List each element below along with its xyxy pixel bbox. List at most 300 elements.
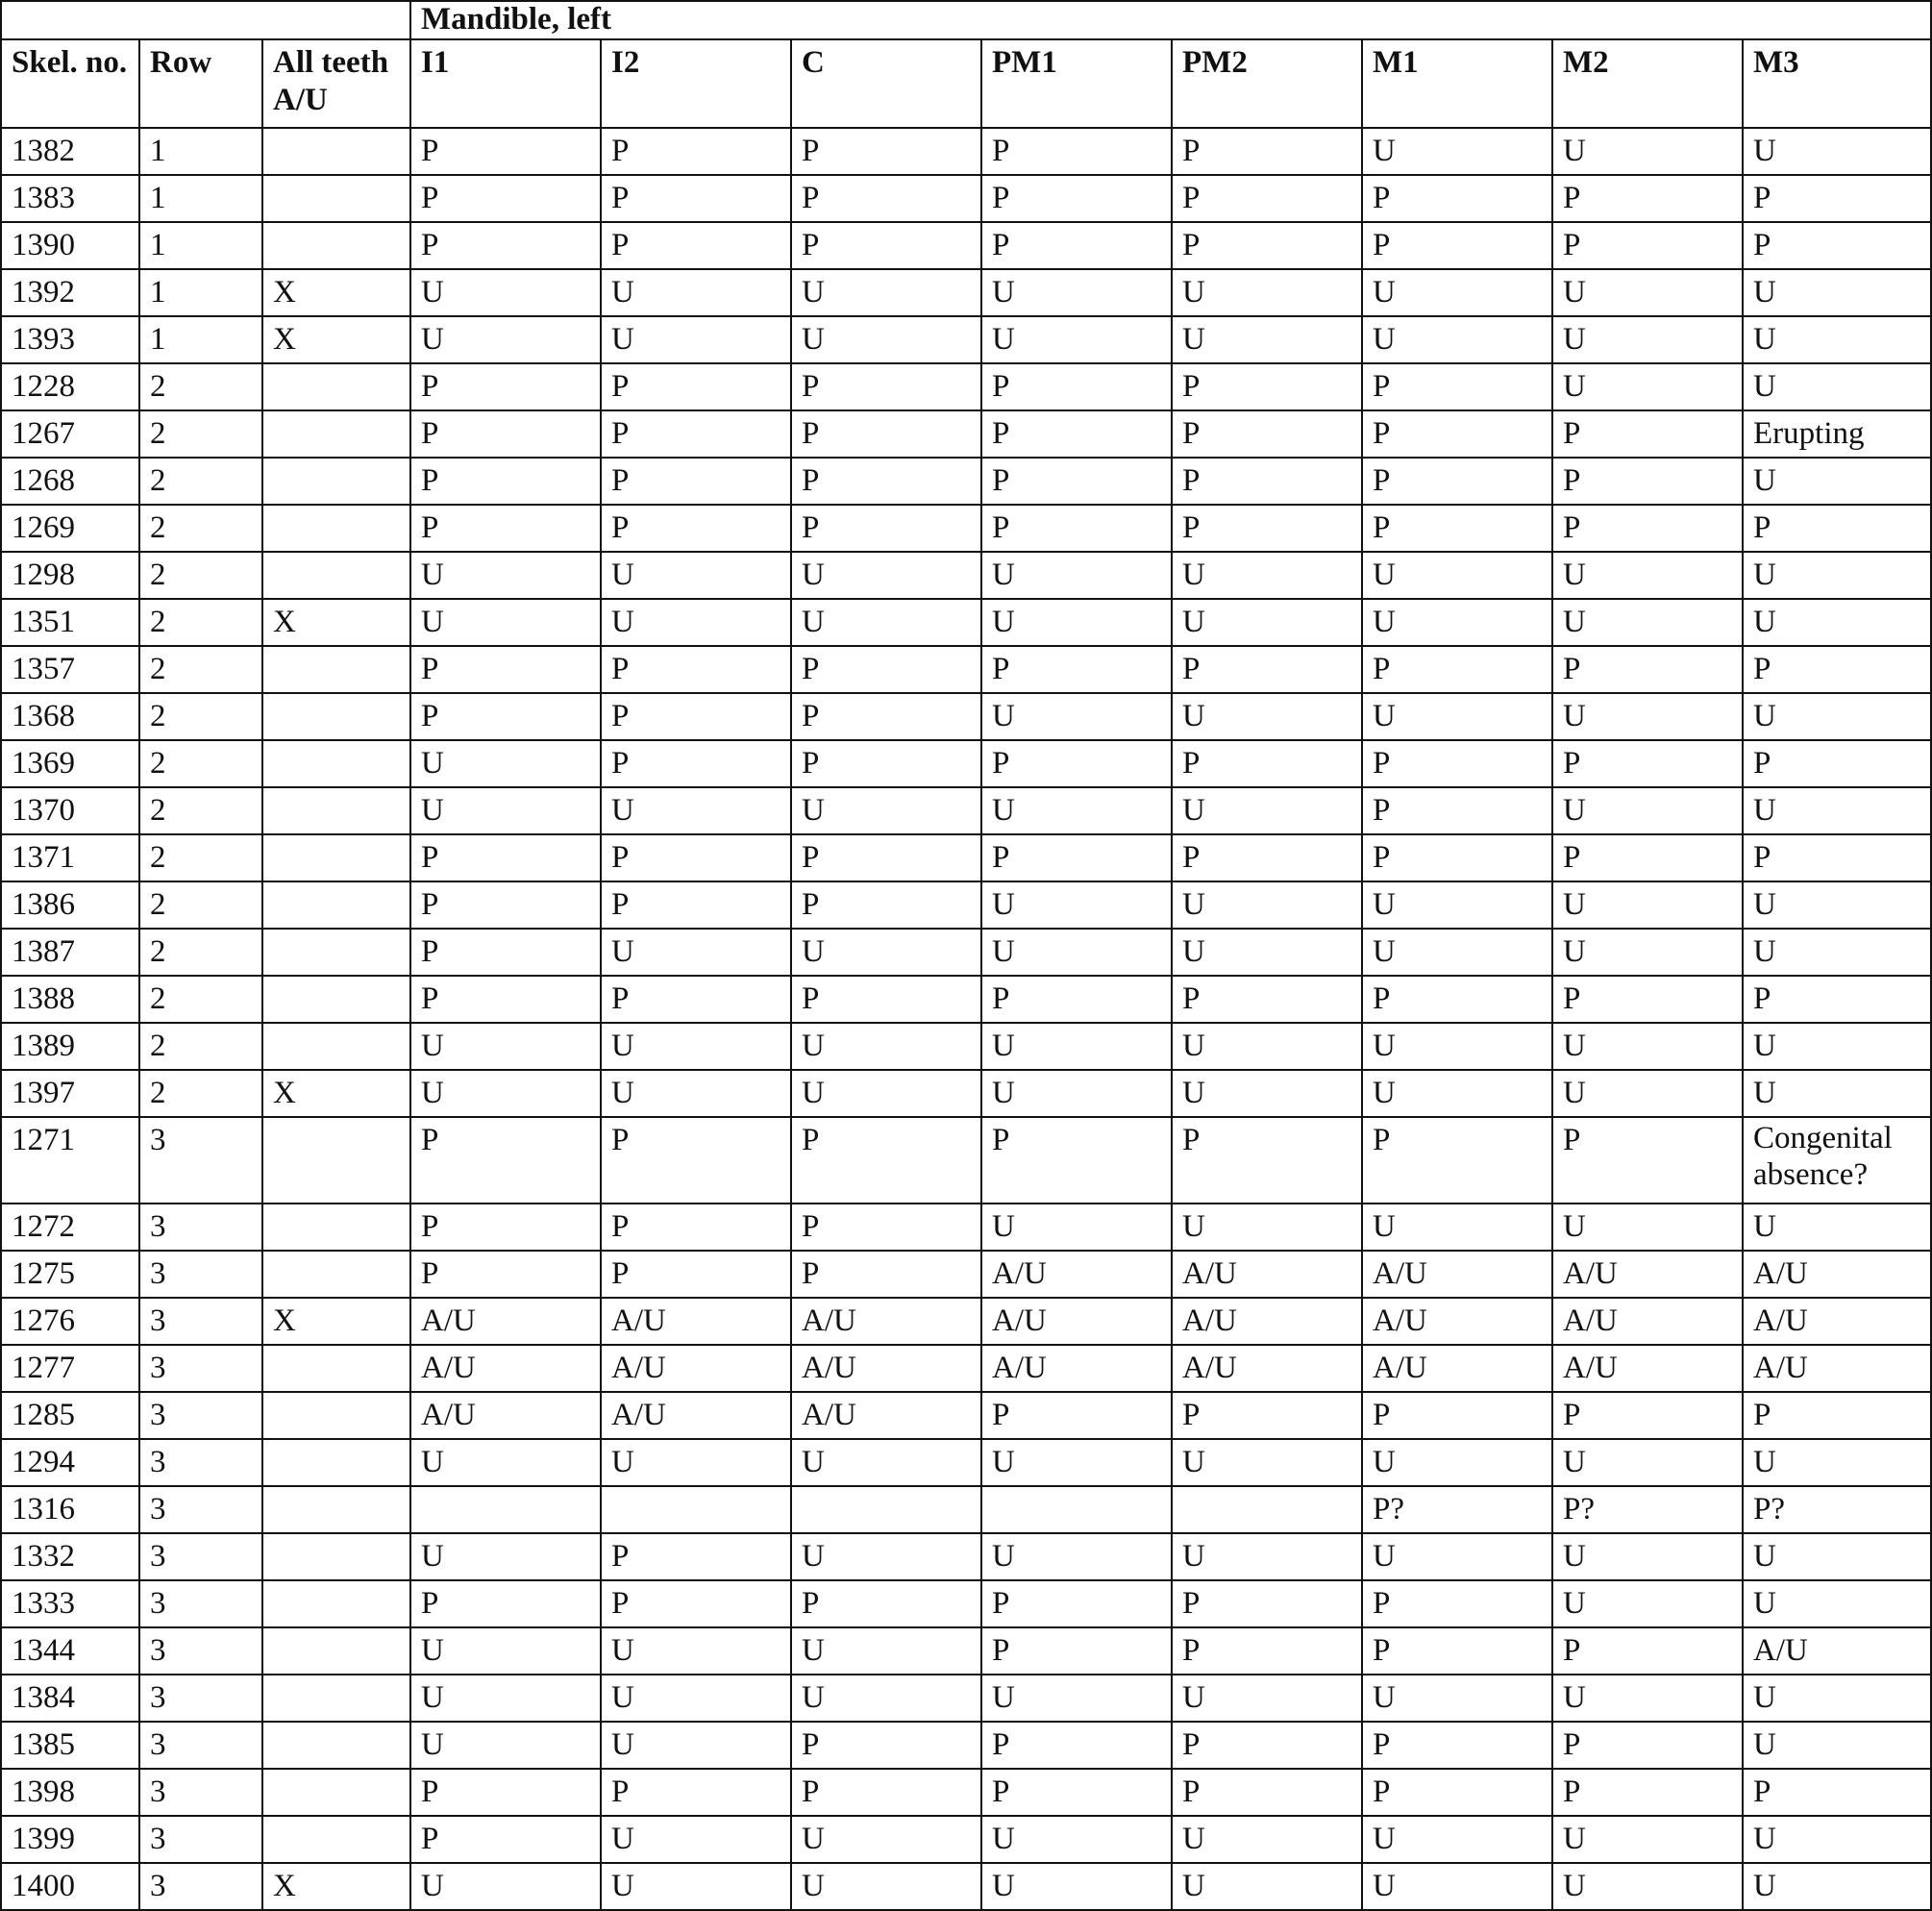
table-cell: [410, 1486, 601, 1533]
table-cell: 3: [139, 1392, 262, 1439]
table-cell: 2: [139, 552, 262, 599]
table-row: [1, 1298, 1931, 1345]
table-cell: P: [1172, 740, 1362, 787]
table-cell: 2: [139, 505, 262, 552]
table-cell: U: [981, 1863, 1172, 1910]
group-header-cell: Mandible, left: [410, 1, 1931, 39]
table-cell: U: [981, 1816, 1172, 1863]
table-cell: U: [601, 552, 791, 599]
table-cell: [262, 1627, 410, 1675]
table-cell: A/U: [601, 1392, 791, 1439]
table-cell: 1393: [1, 316, 139, 363]
table-cell: U: [981, 787, 1172, 834]
table-cell: 1267: [1, 410, 139, 458]
table-row: [1, 1070, 1931, 1117]
table-cell: P: [1362, 1580, 1552, 1627]
table-cell: P: [1743, 175, 1931, 222]
table-cell: U: [601, 1627, 791, 1675]
table-cell: P: [601, 1533, 791, 1580]
table-cell: 1275: [1, 1251, 139, 1298]
table-cell: A/U: [791, 1345, 981, 1392]
table-row: [1, 410, 1931, 458]
table-cell: 1351: [1, 599, 139, 646]
table-cell: [262, 505, 410, 552]
table-cell: U: [791, 787, 981, 834]
table-cell: [262, 1439, 410, 1486]
table-cell: U: [981, 1675, 1172, 1722]
table-cell: 3: [139, 1816, 262, 1863]
blank-header-cell: [1, 1, 410, 39]
table-cell: X: [262, 599, 410, 646]
table-cell: [262, 1533, 410, 1580]
table-cell: 1386: [1, 881, 139, 929]
table-cell: [262, 1251, 410, 1298]
table-cell: Congenital absence?: [1743, 1117, 1931, 1204]
table-cell: A/U: [791, 1392, 981, 1439]
table-cell: 2: [139, 834, 262, 881]
table-cell: 2: [139, 599, 262, 646]
table-cell: 2: [139, 740, 262, 787]
table-cell: P: [1362, 834, 1552, 881]
table-cell: U: [1362, 128, 1552, 175]
table-cell: U: [601, 787, 791, 834]
table-cell: P: [981, 1392, 1172, 1439]
table-cell: Erupting: [1743, 410, 1931, 458]
table-cell: U: [1743, 1816, 1931, 1863]
table-cell: U: [1743, 1533, 1931, 1580]
table-cell: P: [601, 834, 791, 881]
table-cell: U: [1362, 552, 1552, 599]
table-cell: P: [1552, 505, 1743, 552]
table-cell: U: [601, 1070, 791, 1117]
column-header: All teeth A/U: [262, 39, 410, 128]
table-cell: P: [981, 175, 1172, 222]
table-cell: 3: [139, 1769, 262, 1816]
table-cell: P: [1172, 1627, 1362, 1675]
table-cell: U: [1362, 269, 1552, 316]
table-cell: P: [791, 1769, 981, 1816]
table-cell: U: [1362, 1675, 1552, 1722]
table-cell: P: [791, 881, 981, 929]
table-cell: U: [601, 1675, 791, 1722]
table-cell: U: [1362, 881, 1552, 929]
table-cell: A/U: [1743, 1627, 1931, 1675]
table-cell: U: [1743, 929, 1931, 976]
table-cell: P: [1172, 1769, 1362, 1816]
table-cell: P: [1172, 1722, 1362, 1769]
table-cell: [262, 458, 410, 505]
table-cell: P: [410, 175, 601, 222]
table-cell: P: [1362, 222, 1552, 269]
column-header: Row: [139, 39, 262, 128]
table-cell: U: [1552, 1023, 1743, 1070]
table-cell: [262, 1675, 410, 1722]
table-cell: U: [791, 1023, 981, 1070]
table-row: [1, 1117, 1931, 1204]
table-cell: P: [791, 505, 981, 552]
table-cell: U: [981, 1533, 1172, 1580]
table-cell: U: [1743, 693, 1931, 740]
table-cell: P: [410, 1580, 601, 1627]
table-cell: U: [1172, 1533, 1362, 1580]
table-cell: [601, 1486, 791, 1533]
table-cell: 2: [139, 929, 262, 976]
table-row: [1, 316, 1931, 363]
table-cell: U: [1552, 269, 1743, 316]
table-cell: U: [981, 1070, 1172, 1117]
table-cell: 1333: [1, 1580, 139, 1627]
table-cell: U: [1743, 316, 1931, 363]
table-cell: X: [262, 269, 410, 316]
table-cell: P: [791, 693, 981, 740]
table-cell: 1332: [1, 1533, 139, 1580]
table-cell: U: [1552, 599, 1743, 646]
table-cell: [262, 646, 410, 693]
table-cell: 1388: [1, 976, 139, 1023]
table-cell: P: [981, 1722, 1172, 1769]
table-cell: 1268: [1, 458, 139, 505]
table-cell: X: [262, 316, 410, 363]
table-cell: A/U: [1172, 1251, 1362, 1298]
table-cell: 1384: [1, 1675, 139, 1722]
table-cell: P: [601, 976, 791, 1023]
table-cell: P: [1172, 834, 1362, 881]
table-cell: P: [410, 458, 601, 505]
table-cell: U: [791, 316, 981, 363]
table-cell: P: [791, 128, 981, 175]
table-cell: P: [1362, 410, 1552, 458]
table-cell: P: [981, 363, 1172, 410]
table-cell: A/U: [410, 1345, 601, 1392]
table-cell: U: [1172, 929, 1362, 976]
table-cell: P: [1362, 175, 1552, 222]
table-cell: U: [981, 929, 1172, 976]
table-cell: U: [1172, 599, 1362, 646]
table-cell: P: [1172, 410, 1362, 458]
table-cell: A/U: [1362, 1345, 1552, 1392]
table-cell: P: [1743, 1392, 1931, 1439]
table-cell: P: [601, 881, 791, 929]
table-cell: 2: [139, 363, 262, 410]
table-cell: 1399: [1, 1816, 139, 1863]
table-cell: P?: [1362, 1486, 1552, 1533]
table-cell: 1269: [1, 505, 139, 552]
table-cell: P: [1552, 1722, 1743, 1769]
table-cell: U: [410, 787, 601, 834]
table-cell: P: [1172, 505, 1362, 552]
table-cell: P: [1552, 646, 1743, 693]
table-cell: P: [601, 693, 791, 740]
table-cell: P: [1172, 976, 1362, 1023]
column-header: C: [791, 39, 981, 128]
table-cell: [262, 929, 410, 976]
table-cell: U: [1743, 1675, 1931, 1722]
table-cell: U: [601, 929, 791, 976]
table-cell: P: [1362, 1392, 1552, 1439]
table-cell: P: [1552, 834, 1743, 881]
column-header: PM1: [981, 39, 1172, 128]
table-cell: U: [601, 599, 791, 646]
table-cell: P: [981, 740, 1172, 787]
table-cell: 1344: [1, 1627, 139, 1675]
table-cell: U: [1743, 128, 1931, 175]
table-cell: P: [410, 1251, 601, 1298]
table-cell: 3: [139, 1204, 262, 1251]
table-cell: U: [981, 316, 1172, 363]
table-row: [1, 1863, 1931, 1910]
table-cell: U: [1362, 693, 1552, 740]
table-row: [1, 646, 1931, 693]
table-cell: 3: [139, 1722, 262, 1769]
table-cell: U: [1172, 1439, 1362, 1486]
table-cell: P: [601, 1580, 791, 1627]
table-cell: P: [981, 222, 1172, 269]
table-row: [1, 1816, 1931, 1863]
table-cell: P: [791, 976, 981, 1023]
table-cell: P: [981, 1627, 1172, 1675]
table-cell: P: [1362, 1769, 1552, 1816]
table-cell: P: [601, 222, 791, 269]
table-cell: U: [601, 316, 791, 363]
table-cell: U: [601, 1023, 791, 1070]
table-cell: [262, 1816, 410, 1863]
table-row: [1, 1580, 1931, 1627]
table-cell: P: [601, 1769, 791, 1816]
table-cell: A/U: [1172, 1345, 1362, 1392]
table-cell: U: [1362, 929, 1552, 976]
table-cell: P: [1362, 646, 1552, 693]
table-cell: 1357: [1, 646, 139, 693]
table-cell: [262, 1486, 410, 1533]
table-cell: U: [1743, 269, 1931, 316]
table-cell: U: [1743, 1580, 1931, 1627]
table-cell: P: [1552, 740, 1743, 787]
table-cell: U: [410, 1439, 601, 1486]
table-cell: U: [1362, 1533, 1552, 1580]
table-cell: [262, 128, 410, 175]
table-cell: U: [1362, 599, 1552, 646]
table-cell: U: [1172, 316, 1362, 363]
table-row: [1, 1345, 1931, 1392]
table-cell: [262, 740, 410, 787]
table-cell: U: [981, 552, 1172, 599]
table-cell: P: [791, 1117, 981, 1204]
table-cell: A/U: [1172, 1298, 1362, 1345]
table-cell: A/U: [1552, 1298, 1743, 1345]
table-cell: 1370: [1, 787, 139, 834]
table-cell: P: [601, 175, 791, 222]
table-cell: 2: [139, 458, 262, 505]
table-cell: U: [1362, 1816, 1552, 1863]
table-cell: 1383: [1, 175, 139, 222]
table-cell: 1368: [1, 693, 139, 740]
table-cell: P: [1743, 1769, 1931, 1816]
table-row: [1, 1392, 1931, 1439]
column-header: I1: [410, 39, 601, 128]
table-cell: P: [410, 881, 601, 929]
table-cell: U: [1172, 1816, 1362, 1863]
table-cell: P: [1552, 458, 1743, 505]
table-cell: U: [981, 599, 1172, 646]
table-row: [1, 599, 1931, 646]
table-cell: 3: [139, 1345, 262, 1392]
table-cell: 1: [139, 269, 262, 316]
table-cell: P: [1552, 976, 1743, 1023]
table-cell: U: [981, 693, 1172, 740]
table-cell: [262, 1117, 410, 1204]
table-cell: U: [1743, 1863, 1931, 1910]
table-cell: U: [410, 1023, 601, 1070]
table-cell: U: [1552, 787, 1743, 834]
table-cell: 3: [139, 1117, 262, 1204]
table-cell: U: [1172, 787, 1362, 834]
table-cell: U: [791, 269, 981, 316]
table-cell: P: [601, 646, 791, 693]
table-cell: P: [410, 1204, 601, 1251]
table-cell: P: [791, 646, 981, 693]
table-cell: P: [410, 1769, 601, 1816]
table-cell: U: [1552, 1204, 1743, 1251]
table-cell: U: [1172, 1070, 1362, 1117]
table-cell: U: [1362, 1023, 1552, 1070]
table-cell: P: [410, 646, 601, 693]
table-cell: U: [1362, 1439, 1552, 1486]
table-cell: 2: [139, 976, 262, 1023]
table-cell: U: [1552, 316, 1743, 363]
table-cell: P: [1552, 410, 1743, 458]
table-cell: U: [1552, 1439, 1743, 1486]
table-cell: P: [791, 1722, 981, 1769]
table-cell: U: [1552, 1533, 1743, 1580]
table-cell: U: [1743, 1722, 1931, 1769]
table-cell: P: [1172, 1117, 1362, 1204]
table-cell: U: [1552, 128, 1743, 175]
table-cell: P: [981, 646, 1172, 693]
table-cell: A/U: [981, 1251, 1172, 1298]
table-cell: P: [601, 505, 791, 552]
table-cell: 1316: [1, 1486, 139, 1533]
column-header: M3: [1743, 39, 1931, 128]
table-cell: P: [791, 410, 981, 458]
table-cell: U: [601, 1816, 791, 1863]
table-cell: A/U: [1743, 1251, 1931, 1298]
table-cell: U: [791, 1863, 981, 1910]
table-cell: [262, 175, 410, 222]
table-cell: 1389: [1, 1023, 139, 1070]
table-cell: A/U: [1552, 1345, 1743, 1392]
table-cell: U: [1743, 881, 1931, 929]
table-row: [1, 1023, 1931, 1070]
table-cell: U: [791, 1533, 981, 1580]
table-row: [1, 1204, 1931, 1251]
table-body: [1, 128, 1931, 1910]
table-cell: P?: [1743, 1486, 1931, 1533]
table-row: [1, 881, 1931, 929]
table-cell: 2: [139, 646, 262, 693]
table-cell: P: [601, 1251, 791, 1298]
table-row: [1, 1722, 1931, 1769]
table-cell: U: [410, 1722, 601, 1769]
table-row: [1, 693, 1931, 740]
table-cell: U: [601, 1439, 791, 1486]
table-row: [1, 1439, 1931, 1486]
table-cell: P: [410, 222, 601, 269]
table-cell: P: [981, 410, 1172, 458]
table-row: [1, 1486, 1931, 1533]
table-row: [1, 269, 1931, 316]
group-header-row: [1, 1, 1931, 39]
table-cell: 3: [139, 1533, 262, 1580]
table-cell: U: [1743, 1023, 1931, 1070]
table-cell: A/U: [601, 1298, 791, 1345]
table-cell: P: [981, 1769, 1172, 1816]
table-cell: 1392: [1, 269, 139, 316]
table-row: [1, 929, 1931, 976]
column-header: I2: [601, 39, 791, 128]
table-cell: 1387: [1, 929, 139, 976]
table-cell: U: [601, 1722, 791, 1769]
table-cell: [262, 787, 410, 834]
table-cell: 1: [139, 316, 262, 363]
table-cell: U: [1172, 693, 1362, 740]
table-cell: 1397: [1, 1070, 139, 1117]
table-cell: 1382: [1, 128, 139, 175]
table-cell: 1: [139, 175, 262, 222]
table-cell: P: [1743, 740, 1931, 787]
table-cell: U: [791, 1070, 981, 1117]
table-cell: [262, 1580, 410, 1627]
table-cell: U: [1172, 1204, 1362, 1251]
table-cell: X: [262, 1298, 410, 1345]
table-cell: P: [791, 740, 981, 787]
table-cell: U: [1172, 1675, 1362, 1722]
table-cell: [262, 834, 410, 881]
table-cell: 1: [139, 128, 262, 175]
table-row: [1, 505, 1931, 552]
table-cell: P: [601, 1204, 791, 1251]
table-cell: P: [1362, 458, 1552, 505]
table-row: [1, 175, 1931, 222]
table-cell: U: [1552, 1863, 1743, 1910]
table-row: [1, 458, 1931, 505]
table-row: [1, 363, 1931, 410]
table-cell: [262, 1023, 410, 1070]
table-cell: P: [601, 740, 791, 787]
table-cell: P: [1743, 646, 1931, 693]
table-cell: U: [981, 1023, 1172, 1070]
table-cell: 1276: [1, 1298, 139, 1345]
table-cell: U: [410, 1070, 601, 1117]
table-cell: U: [791, 1816, 981, 1863]
table-cell: P: [1362, 363, 1552, 410]
table-cell: U: [410, 1627, 601, 1675]
table-cell: P: [1172, 222, 1362, 269]
table-cell: A/U: [1362, 1251, 1552, 1298]
table-cell: P: [1743, 222, 1931, 269]
table-cell: P: [1362, 505, 1552, 552]
table-row: [1, 787, 1931, 834]
column-header: M1: [1362, 39, 1552, 128]
table-cell: U: [791, 552, 981, 599]
table-cell: P: [1172, 1580, 1362, 1627]
table-cell: 2: [139, 1070, 262, 1117]
table-cell: P: [1552, 1392, 1743, 1439]
table-cell: P: [981, 505, 1172, 552]
table-cell: U: [1172, 1023, 1362, 1070]
table-cell: U: [1362, 1863, 1552, 1910]
table-cell: P: [1172, 128, 1362, 175]
table-cell: 3: [139, 1298, 262, 1345]
